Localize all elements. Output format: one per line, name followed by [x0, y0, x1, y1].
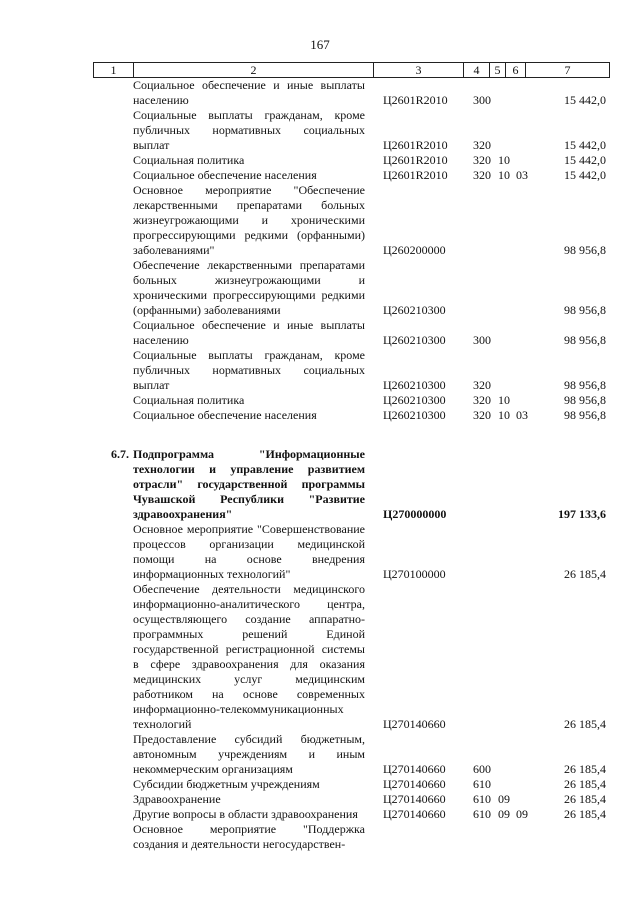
row-name: Обеспечение деятельности медицинского информационно-аналитического центра, осуществляющего создание аппаратно-программных решений Единой государственной регистрационной системы в сфере здравоохранения для оказания медицинских услуг медицинским работником на основе современных информационно-телекоммуникационных технологий	[133, 582, 365, 731]
row-code: Ц260200000	[383, 243, 446, 257]
row-name: Социальное обеспечение населения	[133, 168, 317, 182]
row-name: Обеспечение лекарственными препаратами больных жизнеугрожающими и хроническими прогрессирующими редкими (орфанными) заболеваниями	[133, 258, 365, 317]
row-col-5: 10	[498, 168, 510, 182]
row-code: Ц2601R2010	[383, 93, 448, 107]
row-name: Социальные выплаты гражданам, кроме публичных нормативных социальных выплат	[133, 348, 365, 392]
row-col-6: 09	[516, 807, 528, 821]
row-col-5: 10	[498, 393, 510, 407]
row-value: 98 956,8	[564, 393, 606, 407]
table-row	[0, 318, 640, 348]
row-code: Ц270140660	[383, 777, 446, 791]
row-value: 26 185,4	[564, 792, 606, 806]
row-name: Предоставление субсидий бюджетным, автономным учреждениям и иным некоммерческим организациям	[133, 732, 365, 776]
table-row	[0, 78, 640, 108]
row-value: 98 956,8	[564, 243, 606, 257]
row-code: Ц270140660	[383, 807, 446, 821]
row-value: 26 185,4	[564, 777, 606, 791]
row-col-4: 320	[473, 153, 491, 167]
row-col-6: 03	[516, 408, 528, 422]
header-col-4: 4	[463, 63, 489, 77]
table-row	[0, 447, 640, 522]
row-name: Социальное обеспечение населения	[133, 408, 317, 422]
row-col-5: 09	[498, 792, 510, 806]
row-col-4: 300	[473, 93, 491, 107]
row-name: Основное мероприятие "Совершенствование процессов организации медицинской помощи на основе внедрения информационных технологий"	[133, 522, 365, 581]
row-col-4: 320	[473, 138, 491, 152]
row-col-6: 03	[516, 168, 528, 182]
row-value: 98 956,8	[564, 378, 606, 392]
row-col-4: 320	[473, 168, 491, 182]
table-row	[0, 732, 640, 777]
table-row	[0, 393, 640, 408]
table-row	[0, 822, 640, 852]
row-name: Субсидии бюджетным учреждениям	[133, 777, 320, 791]
row-code: Ц260210300	[383, 303, 446, 317]
row-code: Ц260210300	[383, 393, 446, 407]
page-number: 167	[310, 37, 330, 52]
row-col-4: 610	[473, 792, 491, 806]
table-row	[0, 183, 640, 258]
row-name: Другие вопросы в области здравоохранения	[133, 807, 358, 821]
row-value: 15 442,0	[564, 93, 606, 107]
row-code: Ц2601R2010	[383, 138, 448, 152]
row-name: Социальная политика	[133, 153, 245, 167]
row-code: Ц270100000	[383, 567, 446, 581]
row-col-4: 320	[473, 378, 491, 392]
row-name: Подпрограмма "Информационные технологии и управление развитием отрасли" государственной программы Чувашской Республики "Развитие здравоохранения"	[133, 447, 365, 521]
row-value: 98 956,8	[564, 333, 606, 347]
header-col-3: 3	[373, 63, 463, 77]
header-col-6: 6	[505, 63, 525, 77]
row-code: Ц2601R2010	[383, 153, 448, 167]
row-col-4: 320	[473, 408, 491, 422]
header-col-2: 2	[133, 63, 373, 77]
row-value: 26 185,4	[564, 717, 606, 731]
table-row	[0, 807, 640, 822]
row-name: Социальная политика	[133, 393, 245, 407]
row-col-4: 610	[473, 777, 491, 791]
row-col-4: 300	[473, 333, 491, 347]
table-row	[0, 258, 640, 318]
row-value: 15 442,0	[564, 138, 606, 152]
row-value: 98 956,8	[564, 303, 606, 317]
row-value: 26 185,4	[564, 807, 606, 821]
row-col-5: 10	[498, 408, 510, 422]
row-value: 26 185,4	[564, 762, 606, 776]
row-col-5: 10	[498, 153, 510, 167]
table-row	[0, 153, 640, 168]
row-value: 98 956,8	[564, 408, 606, 422]
row-value: 26 185,4	[564, 567, 606, 581]
header-col-7: 7	[525, 63, 610, 77]
table-header	[93, 62, 610, 78]
row-name: Социальное обеспечение и иные выплаты населению	[133, 318, 365, 347]
table-body	[0, 78, 640, 852]
table-row	[0, 777, 640, 792]
row-code: Ц270140660	[383, 717, 446, 731]
row-code: Ц270140660	[383, 762, 446, 776]
table-row	[0, 792, 640, 807]
table-row	[0, 408, 640, 423]
header-col-1: 1	[93, 63, 133, 77]
table-row	[0, 108, 640, 153]
row-code: Ц260210300	[383, 408, 446, 422]
row-name: Социальные выплаты гражданам, кроме публичных нормативных социальных выплат	[133, 108, 365, 152]
row-value: 197 133,6	[558, 507, 606, 521]
row-name: Основное мероприятие "Обеспечение лекарственными препаратами больных жизнеугрожающими и хроническими прогрессирующими редкими (орфанными) заболеваниями"	[133, 183, 365, 257]
row-value: 15 442,0	[564, 153, 606, 167]
row-col-4: 320	[473, 393, 491, 407]
row-col-4: 610	[473, 807, 491, 821]
row-number: 6.7.	[111, 447, 129, 461]
row-name: Основное мероприятие "Поддержка создания и деятельности негосударствен-	[133, 822, 365, 851]
table-row	[0, 168, 640, 183]
table-row	[0, 522, 640, 582]
row-code: Ц260210300	[383, 378, 446, 392]
row-col-5: 09	[498, 807, 510, 821]
table-row	[0, 582, 640, 732]
row-name: Здравоохранение	[133, 792, 221, 806]
header-col-5: 5	[489, 63, 505, 77]
row-code: Ц2601R2010	[383, 168, 448, 182]
row-code: Ц270140660	[383, 792, 446, 806]
row-name: Социальное обеспечение и иные выплаты населению	[133, 78, 365, 107]
row-value: 15 442,0	[564, 168, 606, 182]
row-code: Ц260210300	[383, 333, 446, 347]
table-row	[0, 348, 640, 393]
row-code: Ц270000000	[383, 507, 447, 521]
row-col-4: 600	[473, 762, 491, 776]
